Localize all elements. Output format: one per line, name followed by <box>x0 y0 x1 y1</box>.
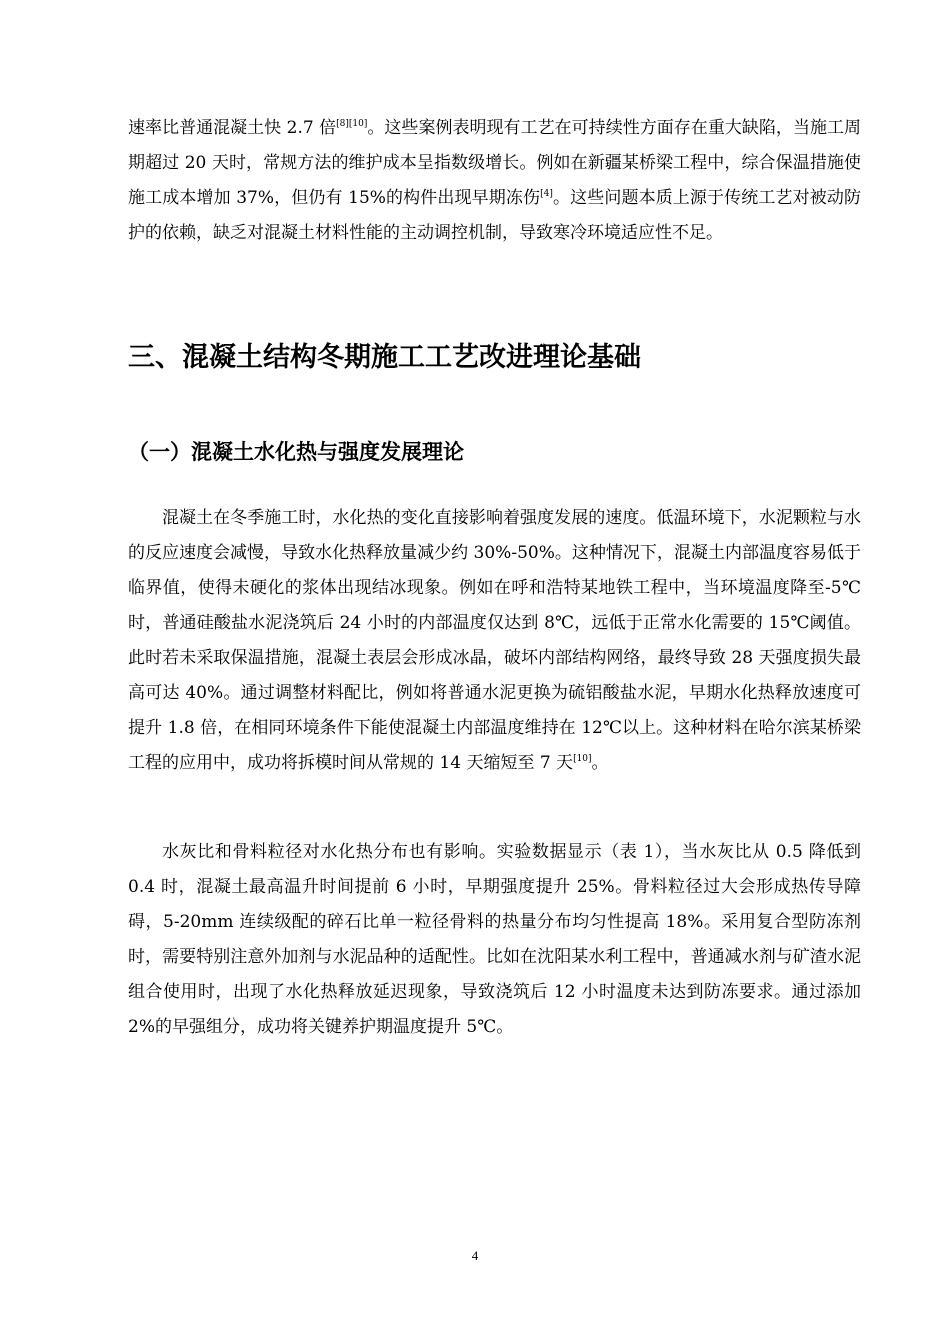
paragraph-text: 。这些案例表明现有工艺在可持续性方面存在重大缺陷，当施工周期超过 20 天时，常规方法的维护成本呈指数级增长。例如在新疆某桥梁工程中，综合保温措施使施工成本增加 37%，但仍有 15%的构件出现早期冻伤 <box>128 118 862 208</box>
paragraph-text: 。这些问题本质上源于传统工艺对被动防护的依赖，缺乏对混凝土材料性能的主动调控机制，导致寒冷环境适应性不足。 <box>128 188 861 243</box>
citation-ref: [8][10] <box>336 119 368 129</box>
citation-ref: [4] <box>540 189 553 199</box>
body-paragraph-continued <box>128 111 861 251</box>
paragraph-text: 速率比普通混凝土快 2.7 倍 <box>128 118 337 138</box>
paragraph-text: 混凝土在冬季施工时，水化热的变化直接影响着强度发展的速度。低温环境下，水泥颗粒与水的反应速度会减慢，导致水化热释放量减少约 30%-50%。这种情况下，混凝土内部温度容易低于临界值，使得未硬化的浆体出现结冰现象。例如在呼和浩特某地铁工程中，当环境温度降至-5℃时，普通硅酸盐水泥浇筑后 24 小时的内部温度仅达到 8℃，远低于正常水化需要的 15℃阈值。此时若未采取保温措施，混凝土表层会形成冰晶，破坏内部结构网络，最终导致 28 天强度损失最高可达 40%。通过调整材料配比，例如将普通水泥更换为硫铝酸盐水泥，早期水化热释放速度可提升 1.8 倍，在相同环境条件下能使混凝土内部温度维持在 12℃以上。这种材料在哈尔滨某桥梁工程的应用中，成功将拆模时间从常规的 14 天缩短至 7 天 <box>128 508 861 773</box>
body-paragraph <box>128 835 861 1045</box>
paragraph-text: 水灰比和骨料粒径对水化热分布也有影响。实验数据显示（表 1），当水灰比从 0.5 降低到 0.4 时，混凝土最高温升时间提前 6 小时，早期强度提升 25%。骨料粒径过大会形成热传导障碍，5-20mm 连续级配的碎石比单一粒径骨料的热量分布均匀性提高 18%。采用复合型防冻剂时，需要特别注意外加剂与水泥品种的适配性。比如在沈阳某水利工程中，普通减水剂与矿渣水泥组合使用时，出现了水化热释放延迟现象，导致浇筑后 12 小时温度未达到防冻要求。通过添加 2%的早强组分，成功将关键养护期温度提升 5℃。 <box>128 842 861 1037</box>
paragraph-text: 。 <box>591 753 609 773</box>
section-heading: 三、混凝土结构冬期施工工艺改进理论基础 <box>128 342 641 373</box>
body-paragraph <box>128 501 861 781</box>
citation-ref: [10] <box>573 754 592 764</box>
page-number: 4 <box>471 1248 479 1263</box>
subsection-heading: （一）混凝土水化热与强度发展理论 <box>128 440 464 464</box>
